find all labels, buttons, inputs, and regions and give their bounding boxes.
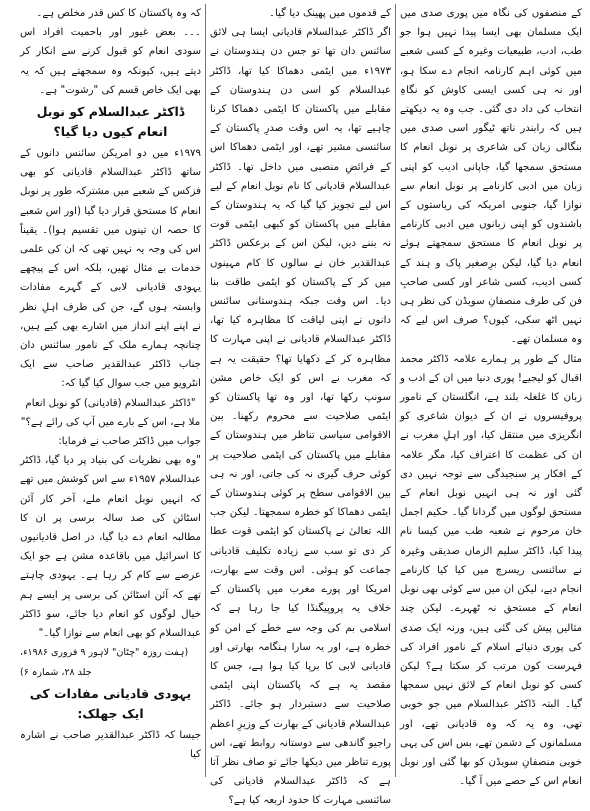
- paragraph: مثال کے طور پر ہمارے علامہ ڈاکٹر محمد اقبال کو لیجیے! پوری دنیا میں ان کے ادب و زبان کا غلغلہ بلند ہے، انگلستان کے نامور پروفیسروں نے ان کے دیوان شاعری کو انگریزی میں منتقل کیا، اور اہلِ مغرب نے ان کی عظمت کا اعتراف کیا، مگر علامہ کے افکار پر سنجیدگی سے توجہ نہیں دی گئی اور نہ ہی انہیں نوبل انعام کے مستحق لوگوں میں گردانا گیا۔ حکیم اجمل خان مرحوم نے شعبہ طب میں کیسا نام پیدا کیا، ڈاکٹر سلیم الزماں صدیقی وغیرہ نے سائنسی ریسرچ میں کیا کیا کارنامے انجام دیے، لیکن ان میں سے کوئی بھی نوبل انعام کے مستحق نہ ٹھہرے۔ لیکن چند مثالیں پیش کی گئی ہیں، ورنہ ایک صدی کی پوری دنیائے اسلام کے نامور افراد کی فہرست کون مرتب کر سکتا ہے؟ لیکن کسی کو نوبل انعام کے لائق نہیں سمجھا گیا۔ البتہ ڈاکٹر عبدالسلام میں جو خوبی تھی، وہ یہ کہ وہ قادیانی تھے، اور مسلمانوں کے دشمن تھے، بس اس کی یہی خوبی منصفانِ سویڈن کو بھا گئی اور نوبل انعام اس کے حصے میں آ گیا۔: [400, 353, 582, 788]
- interview-question: "ڈاکٹر عبدالسلام (قادیانی) کو نوبل انعام ملا ہے، اس کے بارے میں آپ کی رائے ہے؟": [20, 397, 201, 428]
- section-heading: ڈاکٹر عبدالسلام کو نوبل انعام کیوں دیا گیا؟: [36, 104, 185, 140]
- paragraph: کے منصفوں کی نگاہ میں پوری صدی میں ایک مسلمان بھی ایسا پیدا نہیں ہوا جو طب، ادب، طبیعیات وغیرہ کے کسی شعبے میں کوئی اہم کارنامہ انجام دے سکا ہو، اور نہ ہی کسی ایسی کاوش کو نگاہِ انتخاب کی داد دی گئی۔ جب وہ یہ دیکھتے ہیں کہ رابندر ناتھ ٹیگور اسی صدی میں بنگالی زبان کی شاعری پر نوبل انعام کا مستحق سمجھا گیا، جاپانی ادیب کو اپنی زبان میں ادبی کارنامے پر نوبل انعام سے نوازا گیا، جنوبی امریکہ کی ریاستوں کے باشندوں کو اپنی زبانوں میں ادبی کارنامے پر نوبل انعام کا مستحق سمجھتے ہوئے انعام دیا گیا، لیکن برِصغیر پاک و ہند کے کسی ادیب، کسی شاعر اور کسی صاحبِ فن کی طرف منصفانِ سویڈن کی نظر ہی نہیں اٹھ سکی، کیوں؟ صرف اس لیے کہ وہ مسلمان تھے۔: [400, 8, 582, 346]
- paragraph: اگر ڈاکٹر عبدالسلام قادیانی ایسا ہی لائق سائنس دان تھا تو جس دن ہندوستان نے ۱۹۷۳ء میں ایٹمی دھماکا کیا تھا، ڈاکٹر عبدالسلام کو اسی دن ہندوستان کے مقابلے میں پاکستان کا ایٹمی دھماکا کرنا چاہیے تھا، یہ اس وقت صدرِ پاکستان کے سائنسی مشیر تھے، اور ایٹمی دھماکا اس کے فرائضِ منصبی میں داخل تھا۔ ڈاکٹر عبدالسلام قادیانی کا نام نوبل انعام کے لیے اس لیے تجویز کیا گیا کہ یہ ہندوستان کے مقابلے میں پاکستان کو کبھی ایٹمی قوت نہ بننے دیں، لیکن اس کے برعکس ڈاکٹر عبدالقدیر خان نے سالوں کا کام مہینوں میں کر کے پاکستان کو ایٹمی طاقت بنا دیا۔ اس وقت جبکہ ہندوستانی سائنس دانوں نے اپنی لیاقت کا مظاہرہ کیا تھا، ڈاکٹر عبدالسلام قادیانی نے اپنی مہارت کا مظاہرہ کر کے دکھایا تھا؟ حقیقت یہ ہے کہ مغرب نے اس کو ایک خاص مشن سونپ رکھا تھا، اور وہ تھا پاکستان کو ایٹمی صلاحیت سے محروم رکھنا۔ بین الاقوامی سیاسی تناظر میں ہندوستان کے مقابلے میں پاکستان کی ایٹمی صلاحیت پر کوئی حرف گیری نہ کی جاتی، اور نہ ہی بین الاقوامی سطح پر کوئی ہندوستان کے ایٹمی دھماکا کو خطرہ سمجھتا۔ لیکن جب اللہ تعالیٰ نے پاکستان کو ایٹمی قوت عطا کر دی تو سب سے زیادہ تکلیف قادیانی جماعت کو ہوئی۔ اس وقت سے بھارت، امریکا اور پورے مغرب میں پاکستان کے خلاف یہ پروپیگنڈا کیا جا رہا ہے کہ اسلامی بم کی وجہ سے خطے کے امن کو خطرہ ہے، اور یہ سارا ہنگامہ بھارتی اور قادیانی لابی کا برپا کیا ہوا ہے، جس کا مقصد یہ ہے کہ پاکستان اپنی ایٹمی صلاحیت سے دستبردار ہو جائے۔ ڈاکٹر عبدالسلام قادیانی کے بھارت کے وزیرِ اعظم راجیو گاندھی سے دوستانہ روابط تھے، اس پورے تناظر میں دیکھا جائے تو صاف نظر آتا ہے کہ ڈاکٹر عبدالسلام قادیانی کی سائنسی مہارت کا حدود اربعہ کیا ہے؟: [210, 27, 391, 807]
- column-right: [396, 4, 586, 788]
- section-heading: یہودی قادیانی مفادات کی ایک جھلک:: [29, 685, 192, 721]
- paragraph: جواب میں ڈاکٹر صاحب نے فرمایا:: [58, 436, 201, 448]
- paragraph: کے قدموں میں پھینک دیا گیا۔: [269, 8, 391, 19]
- paragraph: ۔۔۔ بعض غیور اور باحمیت افراد اس سودی انعام کو قبول کرنے سے انکار کر دیتے ہیں، کیونکہ وہ سمجھتے ہیں کہ یہ بھی ایک خاص قسم کی "رشوت" ہے۔: [20, 27, 201, 96]
- text-columns: [4, 4, 586, 807]
- paragraph: کہ وہ پاکستان کا کس قدر مخلص ہے۔: [36, 8, 201, 19]
- column-left: [16, 4, 206, 777]
- paragraph: جیسا کہ ڈاکٹر عبدالقدیر صاحب نے اشارہ کیا: [20, 729, 201, 760]
- source-citation: (ہفت روزہ "چٹان" لاہور ۹ فروری ۱۹۸۶ء، جلد ۲۸، شمارہ ۶): [20, 647, 189, 678]
- paragraph: "وہ بھی نظریات کی بنیاد پر دیا گیا، ڈاکٹر عبدالسلام ۱۹۵۷ء سے اس کوشش میں تھے کہ انہیں نوبل انعام ملے، آخر کار آئن اسٹائن کی صد سالہ برسی پر ان کا مطالبہ انعام دے دیا گیا، در اصل قادیانیوں کا اسرائیل میں باقاعدہ مشن ہے جو ایک عرصے سے کام کر رہا ہے۔ یہودی چاہتے تھے کہ آئن اسٹائن کی برسی پر ایسے ہم خیال لوگوں کو انعام دیا جائے، سو ڈاکٹر عبدالسلام کو بھی انعام سے نوازا گیا۔": [20, 455, 201, 640]
- paragraph: ۱۹۷۹ء میں دو امریکن سائنس دانوں کے ساتھ ڈاکٹر عبدالسلام قادیانی کو بھی فزکس کے شعبے میں مشترکہ طور پر نوبل انعام کا مستحق قرار دیا گیا (اور اس شعبے کا حصہ ان تینوں میں تقسیم ہوا)۔ یقیناً اس کی وجہ یہ نہیں تھی کہ ان کی علمی خدمات بے مثال تھیں، بلکہ اس کے پیچھے یہودی قادیانی لابی کے گہرے مفادات وابستہ ہوں گے، جن کی طرف اہلِ نظر نے اپنے اپنے انداز میں اشارے بھی کیے ہیں، چنانچہ ہمارے ملک کے نامور سائنس دان جناب ڈاکٹر عبدالقدیر صاحب سے ایک انٹرویو میں جب سوال کیا گیا کہ:: [20, 148, 201, 390]
- column-middle: [206, 4, 396, 807]
